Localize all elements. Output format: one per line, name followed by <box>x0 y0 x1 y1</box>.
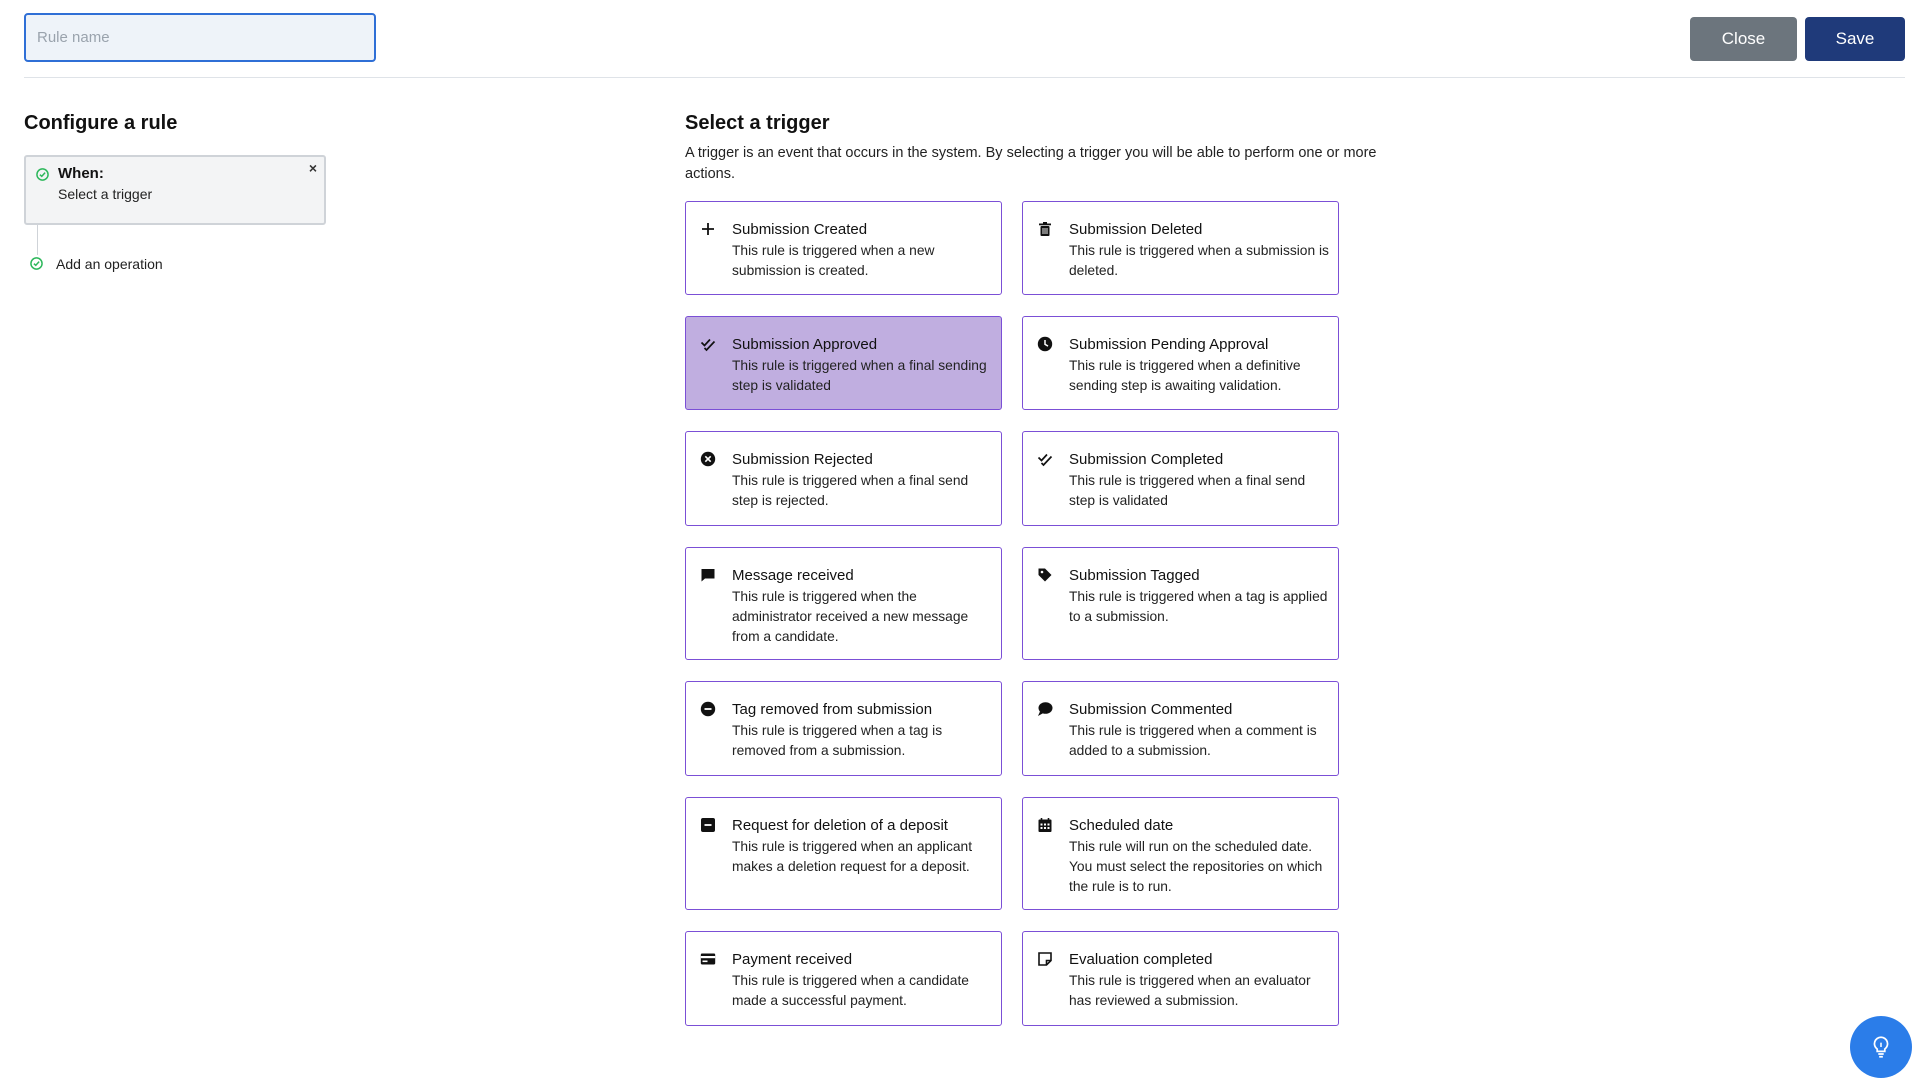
trigger-description: This rule is triggered when a tag is applied to a submission. <box>1069 589 1328 624</box>
trigger-title: Submission Created <box>732 221 868 238</box>
trigger-description: This rule is triggered when a final sending step is validated <box>732 358 987 393</box>
when-select-trigger: Select a trigger <box>58 186 153 202</box>
trigger-title: Message received <box>732 567 854 584</box>
trigger-title: Submission Rejected <box>732 451 873 468</box>
trigger-title: Submission Approved <box>732 336 878 353</box>
trigger-description: This rule is triggered when a comment is added to a submission. <box>1069 723 1317 758</box>
trigger-title: Submission Deleted <box>1069 221 1203 238</box>
trigger-title: Payment received <box>732 951 853 968</box>
when-label: When: <box>58 165 104 182</box>
help-fab-button[interactable] <box>1850 1016 1912 1078</box>
trigger-title: Request for deletion of a deposit <box>732 817 948 834</box>
tree-connector <box>37 225 38 255</box>
close-button[interactable]: Close <box>1690 17 1797 61</box>
check-circle-icon <box>36 168 49 181</box>
trigger-description: This rule is triggered when the administrator received a new message from a candidate. <box>732 589 969 644</box>
minus-circle-icon <box>700 701 716 717</box>
trigger-title: Tag removed from submission <box>732 701 933 718</box>
double-check-icon <box>700 336 716 352</box>
trigger-description: This rule is triggered when a candidate made a successful payment. <box>732 973 969 1008</box>
trigger-card[interactable] <box>685 316 1002 410</box>
trigger-card[interactable] <box>1022 931 1339 1026</box>
trigger-title: Evaluation completed <box>1069 951 1213 968</box>
trigger-title: Submission Tagged <box>1069 567 1200 584</box>
trigger-description: This rule is triggered when a submission is deleted. <box>1069 243 1329 278</box>
trigger-title: Scheduled date <box>1069 817 1174 834</box>
trigger-description: This rule is triggered when a final send step is rejected. <box>732 473 969 508</box>
add-operation-link[interactable]: Add an operation <box>56 256 163 272</box>
trigger-title: Submission Commented <box>1069 701 1233 718</box>
save-button[interactable]: Save <box>1805 17 1905 61</box>
note-icon <box>1037 951 1053 967</box>
double-check-icon <box>1037 451 1053 467</box>
trigger-card[interactable] <box>685 797 1002 910</box>
close-icon[interactable]: × <box>308 160 317 176</box>
plus-icon <box>700 221 716 237</box>
trigger-card[interactable] <box>685 431 1002 526</box>
x-circle-icon <box>700 451 716 467</box>
trigger-card[interactable] <box>685 547 1002 660</box>
trigger-description: This rule is triggered when an evaluator has reviewed a submission. <box>1069 973 1311 1008</box>
minus-square-icon <box>700 817 716 833</box>
calendar-icon <box>1037 817 1053 833</box>
comment-icon <box>1037 701 1053 717</box>
trigger-description: This rule is triggered when a definitive sending step is awaiting validation. <box>1069 358 1301 393</box>
trigger-card[interactable] <box>685 201 1002 295</box>
trigger-card[interactable] <box>1022 681 1339 776</box>
trigger-description: This rule is triggered when a tag is removed from a submission. <box>732 723 943 758</box>
trigger-card[interactable] <box>1022 316 1339 410</box>
trigger-card[interactable] <box>1022 431 1339 526</box>
trigger-title: Submission Pending Approval <box>1069 336 1269 353</box>
select-trigger-title: Select a trigger <box>685 112 830 134</box>
when-trigger-card[interactable] <box>24 155 326 225</box>
header-divider <box>24 77 1905 78</box>
trigger-card[interactable] <box>1022 547 1339 660</box>
trigger-description: This rule is triggered when a new submission is created. <box>732 243 935 278</box>
configure-rule-title: Configure a rule <box>24 112 178 134</box>
trigger-description: This rule will run on the scheduled date. You must select the repositories on which the rule is to run. <box>1069 839 1323 894</box>
trigger-title: Submission Completed <box>1069 451 1224 468</box>
trigger-description: This rule is triggered when a final send step is validated <box>1069 473 1306 508</box>
trigger-card[interactable] <box>1022 797 1339 910</box>
select-trigger-description: A trigger is an event that occurs in the system. By selecting a trigger you will be able to perform one or more actions. <box>685 145 1377 182</box>
trigger-description: This rule is triggered when an applicant makes a deletion request for a deposit. <box>732 839 973 874</box>
lightbulb-icon <box>1868 1034 1894 1060</box>
clock-icon <box>1037 336 1053 352</box>
credit-card-icon <box>700 951 716 967</box>
rule-name-input[interactable] <box>24 13 376 62</box>
trash-icon <box>1037 221 1053 237</box>
trigger-card[interactable] <box>1022 201 1339 295</box>
message-icon <box>700 567 716 583</box>
check-circle-icon <box>30 257 43 270</box>
trigger-card[interactable] <box>685 681 1002 776</box>
trigger-card[interactable] <box>685 931 1002 1026</box>
tag-icon <box>1037 567 1053 583</box>
